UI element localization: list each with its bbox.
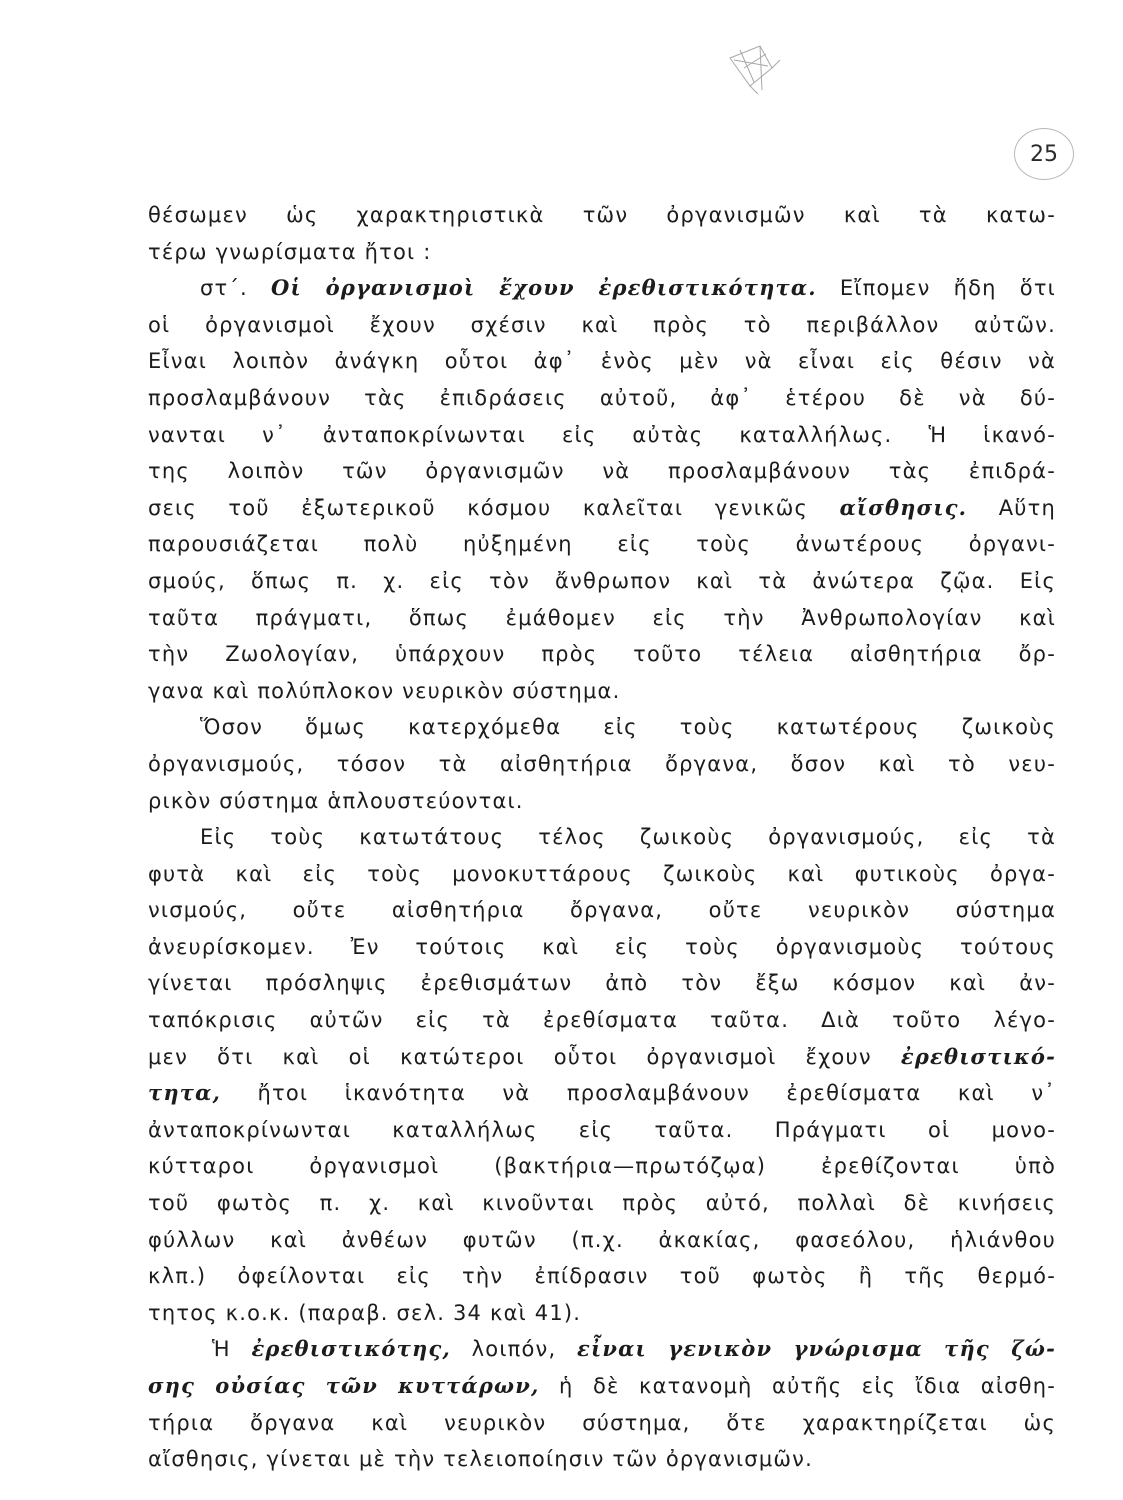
text-run: τέρω γνωρίσματα ἤτοι : — [148, 239, 432, 264]
text-run: μεν ὅτι καὶ οἱ κατώτεροι οὗτοι ὀργανισμοὶ ἔχουν — [148, 1044, 901, 1069]
emphasis-run: τητα, — [148, 1080, 221, 1106]
text-line — [148, 197, 1056, 234]
text-run: της λοιπὸν τῶν ὀργανισμῶν νὰ προσλαμβάνουν τὰς ἐπιδρά- — [148, 459, 1056, 484]
text-line — [148, 673, 1056, 710]
text-run: παρουσιάζεται πολὺ ηὐξημένη εἰς τοὺς ἀνωτέρους ὀργανι- — [148, 532, 1056, 557]
text-run: αἴσθησις, γίνεται μὲ τὴν τελειοποίησιν τῶν ὀργανισμῶν. — [148, 1447, 813, 1472]
text-run: τήρια ὄργανα καὶ νευρικὸν σύστημα, ὅτε χαρακτηρίζεται ὡς — [148, 1410, 1056, 1435]
text-run: τητος κ.ο.κ. (παραβ. σελ. 34 καὶ 41). — [148, 1300, 582, 1325]
text-line — [148, 270, 1056, 307]
text-run: ἤτοι ἱκανότητα νὰ προσλαμβάνουν ἐρεθίσματα καὶ ν᾽ — [221, 1081, 1056, 1106]
text-line — [148, 929, 1056, 966]
emphasis-run: ἐρεθιστικό- — [900, 1043, 1056, 1069]
text-run: φύλλων καὶ ἀνθέων φυτῶν (π.χ. ἀκακίας, φασεόλου, ἡλιάνθου — [148, 1227, 1056, 1252]
text-line — [148, 307, 1056, 344]
text-line — [148, 453, 1056, 490]
text-line — [148, 746, 1056, 783]
text-line — [148, 563, 1056, 600]
text-run: κύτταροι ὀργανισμοὶ (βακτήρια—πρωτόζῳα) ἐρεθίζονται ὑπὸ — [148, 1154, 1056, 1179]
text-run: Εἰς τοὺς κατωτάτους τέλος ζωικοὺς ὀργανισμούς, εἰς τὰ — [200, 825, 1056, 850]
text-run: οἱ ὀργανισμοὶ ἔχουν σχέσιν καὶ πρὸς τὸ περιβάλλον αὐτῶν. — [148, 312, 1056, 337]
text-run: σμούς, ὅπως π. χ. εἰς τὸν ἄνθρωπον καὶ τὰ ἀνώτερα ζῷα. Εἰς — [148, 568, 1056, 593]
text-run: γανα καὶ πολύπλοκον νευρικὸν σύστημα. — [148, 678, 621, 703]
text-run: φυτὰ καὶ εἰς τοὺς μονοκυττάρους ζωικοὺς καὶ φυτικοὺς ὀργα- — [148, 861, 1056, 886]
emphasis-run: εἶναι γενικὸν γνώρισμα τῆς ζώ- — [577, 1336, 1056, 1362]
text-run: ρικὸν σύστημα ἁπλουστεύονται. — [148, 788, 524, 813]
text-line — [148, 709, 1056, 746]
text-line — [148, 234, 1056, 271]
text-line — [148, 636, 1056, 673]
text-line — [148, 1441, 1056, 1478]
body-text — [148, 197, 1056, 1478]
text-run: τοῦ φωτὸς π. χ. καὶ κινοῦνται πρὸς αὐτό, πολλαὶ δὲ κινήσεις — [148, 1191, 1056, 1216]
page-number: 25 — [1014, 128, 1074, 180]
text-line — [148, 1222, 1056, 1259]
text-run: ἀνταποκρίνωνται καταλλήλως εἰς ταῦτα. Πράγματι οἱ μονο- — [148, 1117, 1056, 1142]
emphasis-run: σης οὐσίας τῶν κυττάρων, — [148, 1373, 540, 1398]
text-run: θέσωμεν ὡς χαρακτηριστικὰ τῶν ὀργανισμῶν καὶ τὰ κατω- — [148, 203, 1056, 227]
text-line — [148, 965, 1056, 1002]
text-run: Ἡ — [212, 1337, 252, 1362]
text-run: τὴν Ζωολογίαν, ὑπάρχουν πρὸς τοῦτο τέλεια αἰσθητήρια ὄρ- — [148, 642, 1056, 667]
emphasis-run: ἐρεθιστικότης, — [251, 1336, 451, 1362]
text-line — [148, 1075, 1056, 1112]
text-line — [148, 490, 1056, 527]
text-run: Εἴπομεν ἤδη ὅτι — [816, 276, 1056, 301]
text-run: Αὕτη — [967, 495, 1057, 520]
text-line — [148, 1405, 1056, 1442]
text-run: ταπόκρισις αὐτῶν εἰς τὰ ἐρεθίσματα ταῦτα. Διὰ τοῦτο λέγο- — [148, 1008, 1056, 1033]
text-run: νισμούς, οὔτε αἰσθητήρια ὄργανα, οὔτε νευρικὸν σύστημα — [148, 898, 1056, 923]
text-line — [148, 1295, 1056, 1332]
text-run: γίνεται πρόσληψις ἐρεθισμάτων ἀπὸ τὸν ἔξω κόσμον καὶ ἀν- — [148, 971, 1056, 996]
text-run: Ὅσον ὅμως κατερχόμεθα εἰς τοὺς κατωτέρους ζωικοὺς — [200, 715, 1056, 740]
text-line — [148, 856, 1056, 893]
text-line — [148, 892, 1056, 929]
text-line — [148, 1331, 1056, 1368]
text-line — [148, 526, 1056, 563]
text-line — [148, 417, 1056, 454]
text-run: κλπ.) ὀφείλονται εἰς τὴν ἐπίδρασιν τοῦ φωτὸς ἢ τῆς θερμό- — [148, 1264, 1056, 1289]
emphasis-run: αἴσθησις. — [839, 494, 968, 520]
pencil-sketch-mark — [720, 38, 790, 98]
text-run: ἀνευρίσκομεν. Ἐν τούτοις καὶ εἰς τοὺς ὀργανισμοὺς τούτους — [148, 934, 1056, 959]
text-line — [148, 380, 1056, 417]
text-run: ἡ δὲ κατανομὴ αὐτῆς εἰς ἴδια αἰσθη- — [539, 1374, 1056, 1398]
text-line — [148, 343, 1056, 380]
text-run: λοιπόν, — [450, 1337, 578, 1362]
text-run: σεις τοῦ ἐξωτερικοῦ κόσμου καλεῖται γενικῶς — [148, 495, 840, 520]
text-run: στ΄. — [200, 276, 272, 301]
emphasis-run: Οἱ ὀργανισμοὶ ἔχουν ἐρεθιστικότητα. — [271, 275, 817, 301]
text-line — [148, 1368, 1056, 1405]
text-line — [148, 1002, 1056, 1039]
text-line — [148, 783, 1056, 820]
text-line — [148, 1148, 1056, 1185]
text-line — [148, 819, 1056, 856]
text-line — [148, 1039, 1056, 1076]
text-line — [148, 1112, 1056, 1149]
text-run: προσλαμβάνουν τὰς ἐπιδράσεις αὐτοῦ, ἀφ᾽ ἑτέρου δὲ νὰ δύ- — [148, 385, 1056, 410]
text-run: ὀργανισμούς, τόσον τὰ αἰσθητήρια ὄργανα, ὅσον καὶ τὸ νευ- — [148, 751, 1056, 776]
text-line — [148, 1258, 1056, 1295]
text-line — [148, 600, 1056, 637]
text-run: νανται ν᾽ ἀνταποκρίνωνται εἰς αὐτὰς καταλλήλως. Ἡ ἱκανό- — [148, 422, 1056, 447]
text-line — [148, 1185, 1056, 1222]
text-run: Εἶναι λοιπὸν ἀνάγκη οὗτοι ἀφ᾽ ἑνὸς μὲν νὰ εἶναι εἰς θέσιν νὰ — [148, 349, 1056, 374]
text-run: ταῦτα πράγματι, ὅπως ἐμάθομεν εἰς τὴν Ἀνθρωπολογίαν καὶ — [148, 605, 1056, 630]
